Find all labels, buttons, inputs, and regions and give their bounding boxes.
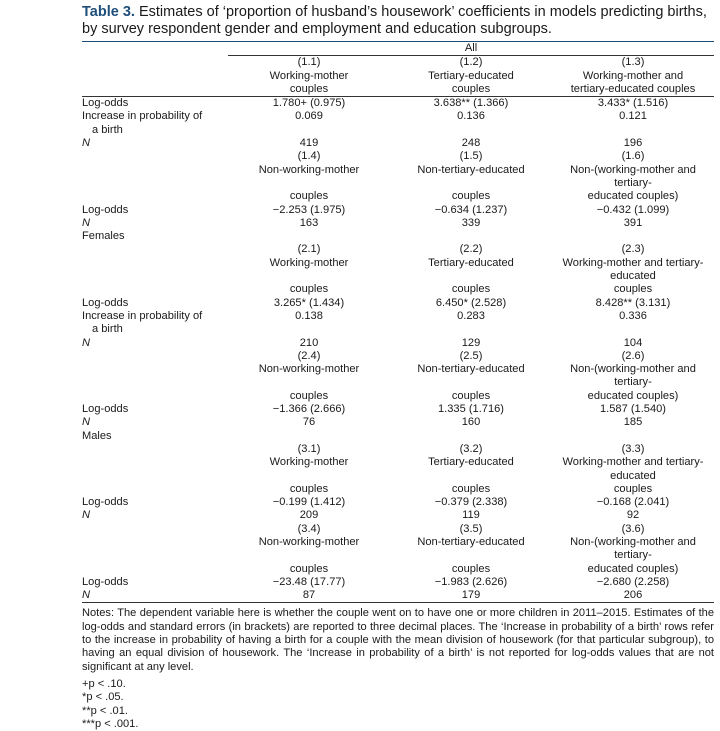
- logodds-row: [82, 204, 714, 217]
- table-cell: −2.680 (2.258): [596, 575, 670, 588]
- row-label: Log-odds: [82, 403, 129, 416]
- model-number: (2.6): [621, 349, 645, 362]
- n-row: [82, 416, 714, 429]
- notes-text: Notes: The dependent variable here is whether the couple went on to have one or more children in 2011–2015. Estimates of the log-odds and standard errors (in brackets) are reported to three decimal places. The ‘Increase in probability of a birth’ rows refer to the increase in probability of having a birth for a couple with the mean division of housework (for that particular subgroup), to having an equal division of housework. The ‘Increase in probability of a birth’ is not reported for log-odds values that are not significant at any level.: [82, 607, 714, 673]
- row-label: Log-odds: [82, 575, 129, 588]
- row-label: Increase in probability of: [82, 309, 203, 322]
- table-cell: 0.283: [457, 309, 485, 322]
- model-name: Non-working-mother: [258, 163, 360, 176]
- model-number: (2.3): [621, 243, 645, 256]
- model-name: educated couples): [587, 190, 679, 203]
- model-number-row: [82, 56, 714, 69]
- model-number: (2.1): [297, 243, 321, 256]
- row-label: N: [82, 589, 228, 603]
- model-name-row: [82, 283, 714, 296]
- table-cell: −0.432 (1.099): [596, 203, 670, 216]
- model-name: Non-working-mother: [258, 535, 360, 548]
- model-number-row: [82, 243, 714, 256]
- row-label: Log-odds: [82, 203, 129, 216]
- model-name: Tertiary-educated: [428, 69, 514, 82]
- table-cell: 6.450* (2.528): [435, 296, 507, 309]
- results-table: [82, 42, 714, 603]
- model-name-row: [82, 483, 714, 496]
- model-name: couples: [390, 83, 552, 97]
- table-caption: [82, 4, 714, 38]
- row-label: Increase in probability of: [82, 110, 203, 123]
- model-number-row: [82, 443, 714, 456]
- table-title: Estimates of ‘proportion of husband’s housework’ coefficients in models predicting births, by survey respondent gender and employment and education subgroups.: [82, 4, 707, 37]
- table-cell: 3.638** (1.366): [433, 97, 509, 110]
- sig-item: +p < .10.: [82, 677, 126, 690]
- row-label: a birth: [92, 323, 123, 336]
- table-cell: −0.634 (1.237): [434, 203, 508, 216]
- table-label: Table 3.: [82, 4, 135, 20]
- table-cell: 185: [623, 416, 643, 429]
- model-name-row: [82, 390, 714, 403]
- table-cell: −23.48 (17.77): [272, 575, 346, 588]
- model-number: (3.6): [621, 522, 645, 535]
- n-row: [82, 217, 714, 230]
- model-name: Non-(working-mother and tertiary-: [570, 363, 696, 389]
- model-name-row: [82, 83, 714, 97]
- table-cell: 210: [299, 336, 319, 349]
- sig-item: **p < .01.: [82, 704, 128, 717]
- model-name: Non-(working-mother and tertiary-: [570, 535, 696, 562]
- table-cell: 0.336: [619, 309, 647, 322]
- model-name-row: [82, 456, 714, 483]
- model-number: (1.5): [459, 150, 483, 163]
- model-name: couples: [451, 283, 491, 296]
- row-label: N: [82, 336, 91, 349]
- model-number: (3.2): [459, 442, 483, 455]
- model-name: Tertiary-educated: [428, 256, 514, 269]
- model-name-row: [82, 563, 714, 576]
- table-cell: −0.168 (2.041): [596, 496, 670, 509]
- sig-item: ***p < .001.: [82, 717, 139, 730]
- model-number: (1.2): [459, 56, 483, 69]
- logodds-row: [82, 576, 714, 589]
- model-name: Non-tertiary-educated: [417, 535, 525, 548]
- model-name-row: [82, 164, 714, 191]
- model-name: couples: [613, 482, 653, 495]
- model-name: Non-tertiary-educated: [417, 163, 525, 176]
- group-header-row: [82, 42, 714, 56]
- table-cell: 339: [461, 216, 481, 229]
- table-cell: 179: [390, 589, 552, 603]
- logodds-row: [82, 97, 714, 111]
- table-cell: 104: [623, 336, 643, 349]
- table-cell: 1.780+ (0.975): [272, 97, 346, 110]
- table-cell: 8.428** (3.131): [595, 296, 671, 309]
- row-label: N: [82, 137, 91, 150]
- group-header-all: All: [228, 42, 714, 56]
- model-name: Tertiary-educated: [428, 456, 514, 469]
- table-cell: −1.983 (2.626): [434, 575, 508, 588]
- model-name: couples: [451, 482, 491, 495]
- section-label-row: [82, 430, 714, 443]
- model-name: couples: [289, 389, 329, 402]
- table-cell: 0.136: [457, 110, 485, 123]
- table-cell: 92: [626, 509, 640, 522]
- model-name: Non-(working-mother and tertiary-: [570, 163, 696, 189]
- row-label: N: [82, 216, 91, 229]
- model-name: educated couples): [587, 389, 679, 402]
- logodds-row: [82, 496, 714, 509]
- model-name: couples: [289, 283, 329, 296]
- section-label-row: [82, 230, 714, 243]
- table-cell: 3.433* (1.516): [597, 97, 669, 110]
- row-label: Log-odds: [82, 496, 129, 509]
- model-name: couples: [289, 190, 329, 203]
- table-cell: 163: [299, 216, 319, 229]
- prob-row-cont: [82, 124, 714, 137]
- prob-row: [82, 310, 714, 323]
- model-number: (3.1): [297, 442, 321, 455]
- model-name: Working-mother: [269, 69, 349, 82]
- model-name-row: [82, 363, 714, 390]
- model-name: couples: [613, 283, 653, 296]
- table-cell: 119: [462, 509, 480, 522]
- table-cell: 0.138: [295, 309, 323, 322]
- model-number: (1.1): [297, 56, 321, 69]
- model-name: Working-mother: [269, 456, 349, 469]
- model-number: (2.2): [459, 243, 483, 256]
- table-cell: 196: [623, 137, 643, 150]
- logodds-row: [82, 297, 714, 310]
- logodds-row: [82, 403, 714, 416]
- row-label: Log-odds: [82, 296, 129, 309]
- model-name-row: [82, 257, 714, 284]
- model-name: Non-working-mother: [258, 363, 360, 376]
- significance-legend: [82, 678, 714, 731]
- table-cell: 1.335 (1.716): [438, 403, 504, 416]
- model-number: (3.3): [621, 442, 645, 455]
- model-number: (1.4): [297, 150, 321, 163]
- sig-item: *p < .05.: [82, 691, 124, 704]
- table-cell: −2.253 (1.975): [272, 203, 346, 216]
- model-number: (3.5): [459, 522, 483, 535]
- row-label: Log-odds: [82, 97, 129, 110]
- n-row: [82, 137, 714, 150]
- n-row: [82, 337, 714, 350]
- table-cell: 248: [461, 137, 481, 150]
- table-cell: 129: [461, 336, 481, 349]
- model-name-row: [82, 536, 714, 563]
- model-name-row: [82, 70, 714, 83]
- table-cell: 0.069: [295, 110, 323, 123]
- prob-row-cont: [82, 323, 714, 336]
- row-label: N: [82, 509, 91, 522]
- model-name: couples: [228, 83, 390, 97]
- table-cell: 391: [623, 216, 643, 229]
- model-name: educated couples): [587, 562, 679, 575]
- table-cell: −0.199 (1.412): [272, 496, 346, 509]
- model-number: (2.5): [459, 349, 483, 362]
- prob-row: [82, 110, 714, 123]
- model-name: Non-tertiary-educated: [417, 363, 525, 376]
- model-number-row: [82, 523, 714, 536]
- model-number-row: [82, 350, 714, 363]
- table-cell: 209: [299, 509, 319, 522]
- model-name-row: [82, 190, 714, 203]
- section-label-females: Females: [82, 230, 125, 243]
- model-number: (2.4): [297, 349, 321, 362]
- model-number: (1.3): [621, 56, 645, 69]
- table-cell: 76: [302, 416, 316, 429]
- table-cell: 160: [461, 416, 481, 429]
- table-cell: 1.587 (1.540): [600, 403, 666, 416]
- table-cell: 206: [552, 589, 714, 603]
- model-name: Working-mother and tertiary-educated: [562, 256, 704, 283]
- section-label-males: Males: [82, 429, 112, 442]
- model-number-row: [82, 150, 714, 163]
- model-name: couples: [451, 562, 491, 575]
- n-row: [82, 589, 714, 603]
- table-cell: 3.265* (1.434): [273, 296, 345, 309]
- table-cell: −0.379 (2.338): [434, 496, 508, 509]
- table-cell: 87: [228, 589, 390, 603]
- model-name: couples: [289, 482, 329, 495]
- row-label: N: [82, 416, 91, 429]
- n-row: [82, 509, 714, 522]
- model-name: Working-mother: [269, 256, 349, 269]
- row-label: a birth: [92, 123, 123, 136]
- model-name: couples: [289, 562, 329, 575]
- model-name: Working-mother and: [582, 69, 684, 82]
- table-cell: 419: [299, 137, 319, 150]
- model-name: tertiary-educated couples: [552, 83, 714, 97]
- table-cell: 0.121: [619, 110, 647, 123]
- model-name: couples: [451, 389, 491, 402]
- model-name: Working-mother and tertiary-educated: [562, 456, 704, 482]
- table-notes: [82, 607, 714, 673]
- model-name: couples: [451, 190, 491, 203]
- table-cell: −1.366 (2.666): [272, 403, 346, 416]
- table-page: [82, 4, 714, 731]
- model-number: (1.6): [621, 150, 645, 163]
- model-number: (3.4): [297, 522, 321, 535]
